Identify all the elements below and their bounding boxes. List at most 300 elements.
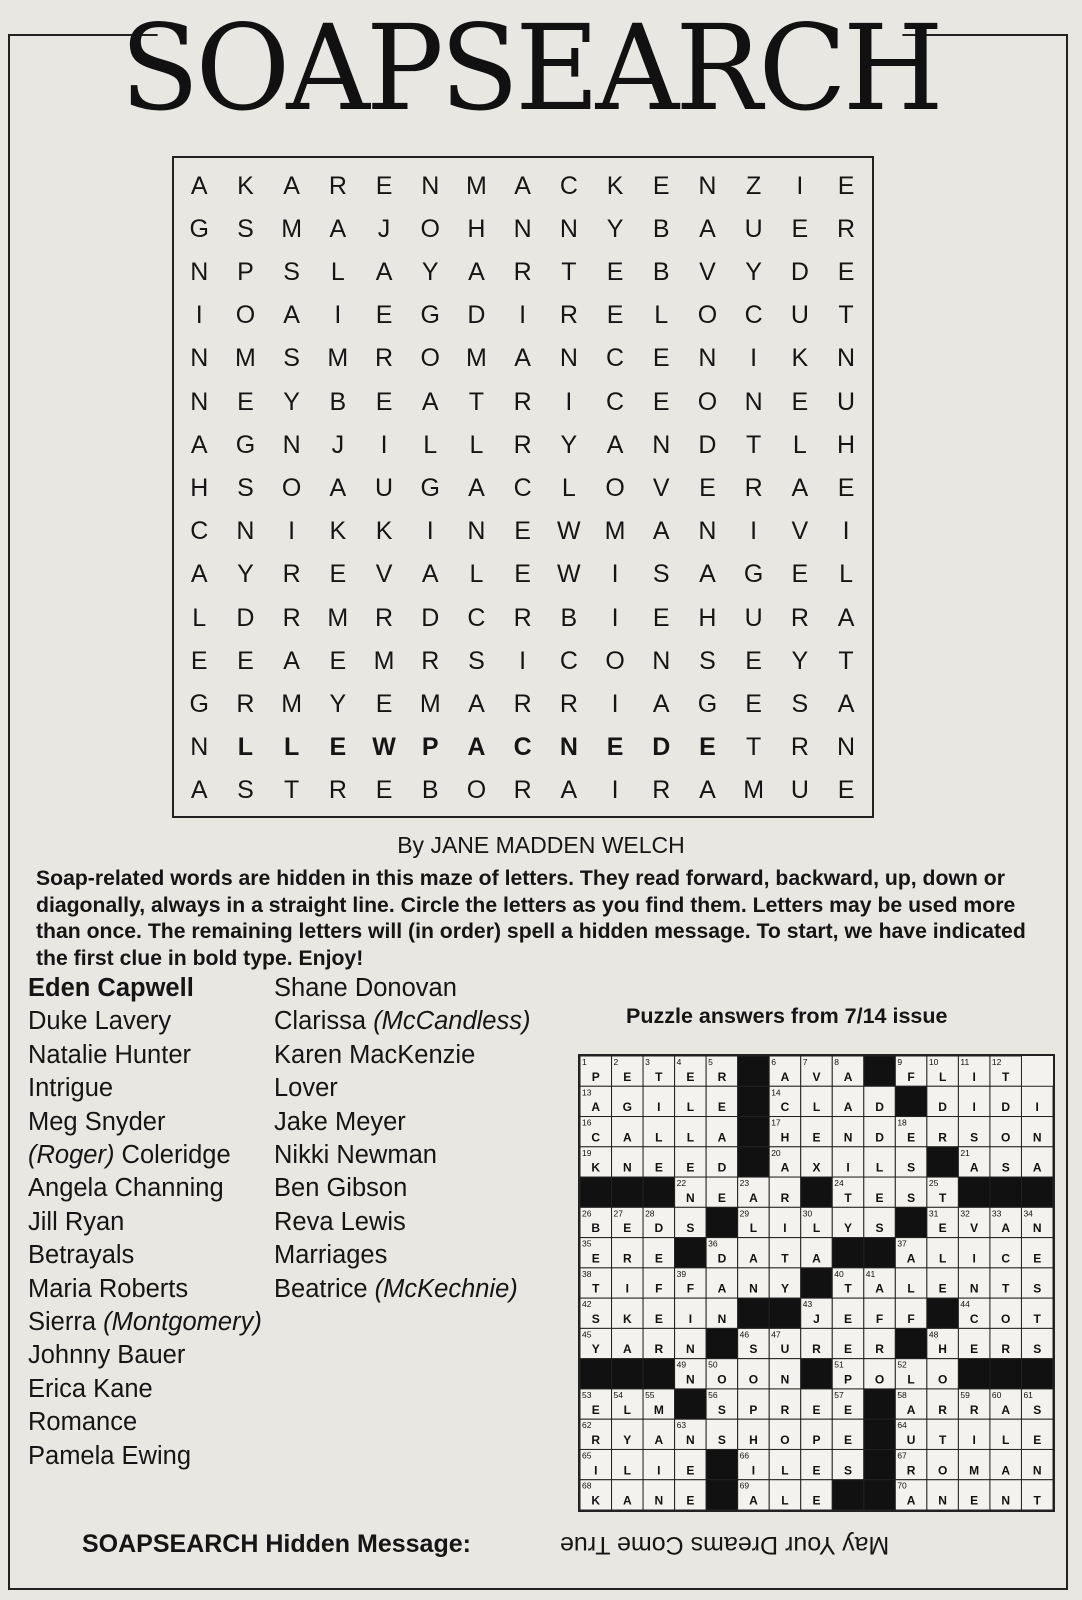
grid-letter: D bbox=[698, 430, 717, 459]
crossword-black-square bbox=[958, 1177, 990, 1207]
crossword-letter: P bbox=[844, 1372, 853, 1387]
crossword-letter: F bbox=[655, 1281, 663, 1296]
crossword-clue-number: 2 bbox=[613, 1057, 619, 1067]
grid-letter: E bbox=[652, 603, 670, 632]
word-list-item bbox=[28, 1139, 262, 1172]
crossword-clue-number: 59 bbox=[960, 1389, 970, 1400]
grid-letter: N bbox=[467, 517, 486, 546]
crossword-clue-number: 47 bbox=[771, 1329, 781, 1340]
crossword-letter: X bbox=[812, 1160, 821, 1175]
grid-row bbox=[174, 639, 872, 683]
word-list-item bbox=[28, 1239, 262, 1272]
crossword-letter: R bbox=[780, 1190, 790, 1205]
crossword-letter: N bbox=[938, 1493, 947, 1508]
grid-letter: O bbox=[697, 387, 718, 416]
grid-letter: V bbox=[699, 257, 716, 286]
grid-letter: H bbox=[698, 603, 717, 632]
word-list-item bbox=[28, 1072, 262, 1105]
crossword-black-square bbox=[738, 1117, 770, 1147]
crossword-clue-number: 24 bbox=[834, 1178, 844, 1189]
grid-letter: L bbox=[284, 733, 300, 762]
word-list-item bbox=[274, 972, 530, 1005]
crossword-clue-number: 3 bbox=[645, 1057, 650, 1067]
grid-letter: R bbox=[282, 560, 301, 589]
grid-letter: M bbox=[327, 344, 349, 373]
hidden-message-upside-down: May Your Dreams Come True bbox=[560, 1531, 890, 1559]
crossword-letter: H bbox=[780, 1130, 790, 1145]
crossword-black-square bbox=[958, 1359, 990, 1389]
grid-row bbox=[174, 207, 872, 251]
word-text: Meg Snyder bbox=[28, 1107, 166, 1136]
crossword-black-square bbox=[769, 1298, 801, 1328]
grid-letter: S bbox=[237, 776, 254, 805]
crossword-letter: O bbox=[717, 1372, 727, 1387]
grid-letter: Z bbox=[746, 171, 762, 200]
crossword-black-square bbox=[927, 1298, 959, 1328]
grid-letter: E bbox=[652, 387, 670, 416]
crossword-letter: R bbox=[591, 1433, 601, 1448]
crossword-letter: U bbox=[780, 1342, 790, 1357]
crossword-letter: V bbox=[970, 1221, 979, 1236]
grid-letter: I bbox=[426, 517, 434, 546]
grid-letter: G bbox=[697, 689, 718, 718]
crossword-letter: R bbox=[906, 1463, 916, 1478]
grid-letter: O bbox=[605, 646, 625, 675]
crossword-letter: R bbox=[938, 1130, 947, 1145]
grid-letter: R bbox=[513, 257, 532, 286]
grid-letter: D bbox=[421, 603, 440, 632]
grid-letter: R bbox=[513, 430, 532, 459]
grid-letter: E bbox=[237, 646, 254, 675]
crossword-letter: T bbox=[1002, 1281, 1010, 1296]
grid-letter: L bbox=[792, 430, 807, 459]
grid-letter: L bbox=[561, 473, 576, 502]
crossword-letter: A bbox=[1001, 1402, 1011, 1417]
crossword-clue-number: 41 bbox=[865, 1268, 876, 1279]
grid-letter: A bbox=[560, 776, 578, 805]
grid-row bbox=[174, 466, 872, 510]
crossword-letter: M bbox=[653, 1402, 664, 1417]
crossword-clue-number: 18 bbox=[897, 1117, 907, 1128]
grid-letter: I bbox=[380, 430, 388, 459]
grid-letter: T bbox=[561, 257, 577, 286]
grid-letter: R bbox=[375, 603, 394, 632]
word-list-item bbox=[28, 1306, 262, 1339]
crossword-black-square bbox=[864, 1419, 896, 1449]
word-text: Marriages bbox=[274, 1241, 388, 1270]
crossword-clue-number: 52 bbox=[897, 1359, 907, 1370]
crossword-letter: Y bbox=[780, 1281, 789, 1296]
crossword-letter: P bbox=[591, 1069, 600, 1084]
crossword-letter: L bbox=[686, 1100, 695, 1115]
grid-letter: L bbox=[237, 733, 254, 762]
grid-letter: N bbox=[421, 171, 440, 200]
crossword-letter: S bbox=[591, 1311, 600, 1326]
byline: By JANE MADDEN WELCH bbox=[397, 832, 685, 858]
grid-letter: K bbox=[237, 171, 254, 200]
crossword-clue-number: 62 bbox=[582, 1420, 592, 1431]
crossword-clue-number: 37 bbox=[897, 1238, 907, 1249]
crossword-letter: R bbox=[1001, 1342, 1011, 1357]
word-list-item bbox=[274, 1206, 530, 1239]
grid-letter: G bbox=[420, 473, 440, 502]
grid-letter: M bbox=[327, 603, 349, 632]
crossword-letter: D bbox=[875, 1100, 884, 1115]
word-text: Ben Gibson bbox=[274, 1174, 408, 1203]
crossword-letter: O bbox=[748, 1372, 759, 1387]
crossword-black-square bbox=[895, 1207, 927, 1237]
crossword-letter: K bbox=[591, 1493, 601, 1508]
grid-letter: N bbox=[559, 214, 578, 243]
crossword-clue-number: 69 bbox=[739, 1480, 750, 1491]
grid-letter: N bbox=[513, 214, 532, 243]
crossword-clue-number: 30 bbox=[802, 1208, 813, 1219]
crossword-letter: A bbox=[717, 1130, 727, 1145]
crossword-letter: M bbox=[969, 1463, 980, 1478]
crossword-letter: A bbox=[906, 1251, 916, 1266]
crossword-clue-number: 63 bbox=[676, 1420, 687, 1431]
crossword-clue-number: 67 bbox=[897, 1450, 907, 1461]
crossword-letter: A bbox=[843, 1069, 853, 1084]
crossword-letter: E bbox=[812, 1130, 821, 1145]
word-list-item bbox=[274, 1039, 530, 1072]
grid-letter: H bbox=[837, 430, 856, 459]
crossword-letter: O bbox=[937, 1372, 948, 1387]
grid-letter: W bbox=[557, 517, 581, 546]
word-list-item bbox=[28, 1440, 262, 1473]
crossword-black-square bbox=[706, 1328, 738, 1358]
crossword-letter: R bbox=[812, 1342, 821, 1357]
crossword-clue-number: 53 bbox=[582, 1389, 592, 1400]
word-text: Coleridge bbox=[114, 1141, 231, 1170]
grid-letter: N bbox=[652, 430, 671, 459]
crossword-letter: T bbox=[781, 1251, 789, 1266]
grid-letter: I bbox=[195, 301, 203, 330]
grid-letter: A bbox=[514, 344, 531, 373]
crossword-letter: S bbox=[749, 1342, 758, 1357]
crossword-grid bbox=[580, 1056, 1053, 1510]
grid-letter: N bbox=[837, 344, 856, 373]
crossword-letter: L bbox=[623, 1402, 631, 1417]
crossword-letter: T bbox=[844, 1281, 852, 1296]
grid-letter: I bbox=[519, 646, 527, 675]
grid-letter: L bbox=[192, 603, 207, 632]
grid-letter: E bbox=[699, 473, 716, 502]
grid-letter: A bbox=[699, 776, 716, 805]
grid-letter: R bbox=[513, 387, 532, 416]
grid-letter: M bbox=[743, 776, 765, 805]
crossword-letter: P bbox=[749, 1402, 758, 1417]
crossword-letter: C bbox=[1001, 1251, 1011, 1266]
crossword-clue-number: 45 bbox=[582, 1329, 592, 1340]
grid-letter: C bbox=[606, 344, 625, 373]
crossword-black-square bbox=[832, 1238, 864, 1268]
crossword-letter: E bbox=[970, 1342, 979, 1357]
grid-letter: I bbox=[750, 517, 758, 546]
grid-letter: E bbox=[837, 473, 855, 502]
crossword-clue-number: 5 bbox=[708, 1057, 713, 1067]
crossword-clue-number: 12 bbox=[991, 1057, 1002, 1067]
crossword-letter: D bbox=[717, 1251, 727, 1266]
grid-letter: O bbox=[281, 473, 302, 502]
grid-letter: Y bbox=[283, 387, 300, 416]
crossword-letter: E bbox=[844, 1402, 853, 1417]
crossword-clue-number: 4 bbox=[676, 1057, 682, 1067]
grid-letter: O bbox=[466, 776, 487, 805]
grid-letter: L bbox=[654, 301, 669, 330]
crossword-letter: R bbox=[875, 1342, 884, 1357]
grid-letter: I bbox=[611, 776, 619, 805]
grid-letter: I bbox=[611, 689, 619, 718]
crossword-letter: A bbox=[812, 1251, 821, 1266]
grid-letter: A bbox=[468, 689, 485, 718]
crossword-letter: E bbox=[970, 1493, 979, 1508]
crossword-black-square bbox=[738, 1298, 770, 1328]
crossword-letter: E bbox=[812, 1493, 821, 1508]
crossword-letter: N bbox=[780, 1372, 790, 1387]
word-text: Maria Roberts bbox=[28, 1274, 189, 1303]
crossword-black-square bbox=[832, 1480, 864, 1510]
crossword-letter: D bbox=[717, 1160, 727, 1175]
crossword-letter: O bbox=[874, 1372, 885, 1387]
crossword-clue-number: 39 bbox=[676, 1268, 687, 1279]
crossword-letter: P bbox=[812, 1433, 821, 1448]
grid-letter: Y bbox=[606, 214, 624, 243]
grid-letter: B bbox=[652, 257, 670, 286]
grid-letter: W bbox=[557, 560, 581, 589]
word-text: Jake Meyer bbox=[274, 1107, 406, 1136]
grid-letter: Y bbox=[329, 689, 347, 718]
crossword-black-square bbox=[706, 1480, 738, 1510]
grid-letter: E bbox=[375, 387, 393, 416]
crossword-letter: A bbox=[969, 1160, 979, 1175]
crossword-clue-number: 21 bbox=[960, 1147, 970, 1158]
crossword-black-square bbox=[738, 1086, 770, 1116]
grid-letter: R bbox=[837, 214, 856, 243]
grid-letter: G bbox=[743, 560, 764, 589]
grid-row bbox=[174, 164, 872, 208]
word-list-column-1 bbox=[28, 972, 262, 1473]
crossword-letter: T bbox=[938, 1190, 947, 1205]
crossword-letter: N bbox=[749, 1281, 758, 1296]
grid-letter: E bbox=[791, 387, 809, 416]
crossword-letter: N bbox=[686, 1190, 695, 1205]
crossword-black-square bbox=[675, 1238, 707, 1268]
grid-letter: E bbox=[606, 301, 624, 330]
grid-letter: T bbox=[838, 646, 854, 675]
grid-letter: T bbox=[284, 776, 300, 805]
instructions: Soap-related words are hidden in this maze of letters. They read forward, backward, up, down or diagonally, always in a straight line. Circle the letters as you find them. Letters may be used more than once. The remaining letters will (in order) spell a hidden message. To start, we have indicated the first clue in bold type. Enjoy! bbox=[36, 867, 1026, 970]
crossword-letter: E bbox=[591, 1251, 600, 1266]
grid-letter: Y bbox=[237, 560, 254, 589]
grid-letter: H bbox=[190, 473, 209, 502]
crossword-letter: L bbox=[623, 1463, 631, 1478]
crossword-black-square bbox=[738, 1056, 770, 1086]
crossword-letter: N bbox=[654, 1493, 664, 1508]
crossword-letter: T bbox=[592, 1281, 600, 1296]
grid-letter: R bbox=[513, 603, 532, 632]
crossword-clue-number: 35 bbox=[582, 1238, 592, 1249]
word-list-item bbox=[28, 1273, 262, 1306]
grid-letter: I bbox=[611, 603, 619, 632]
crossword-clue-number: 6 bbox=[771, 1057, 776, 1067]
word-list-item bbox=[28, 1106, 262, 1139]
crossword-letter: E bbox=[654, 1160, 663, 1175]
grid-letter: A bbox=[837, 689, 855, 718]
grid-letter: E bbox=[745, 689, 762, 718]
grid-letter: E bbox=[606, 733, 624, 762]
crossword-letter: E bbox=[907, 1130, 916, 1145]
grid-letter: S bbox=[468, 646, 485, 675]
grid-letter: A bbox=[375, 257, 393, 286]
crossword-letter: I bbox=[625, 1281, 629, 1296]
crossword-letter: A bbox=[749, 1190, 758, 1205]
crossword-letter: K bbox=[622, 1311, 632, 1326]
grid-letter: S bbox=[237, 214, 254, 243]
crossword-letter: N bbox=[843, 1130, 853, 1145]
crossword-letter: N bbox=[1032, 1463, 1042, 1478]
grid-letter: S bbox=[699, 646, 716, 675]
grid-letter: M bbox=[419, 689, 441, 718]
grid-letter: A bbox=[329, 473, 347, 502]
grid-row bbox=[174, 510, 872, 554]
crossword-clue-number: 23 bbox=[739, 1178, 750, 1189]
crossword-letter: H bbox=[938, 1342, 947, 1357]
crossword-clue-number: 16 bbox=[582, 1117, 592, 1128]
crossword-letter: E bbox=[623, 1221, 632, 1236]
word-list-item bbox=[274, 1072, 530, 1105]
grid-letter: R bbox=[328, 776, 347, 805]
grid-row bbox=[174, 769, 872, 813]
grid-letter: M bbox=[281, 689, 303, 718]
grid-letter: V bbox=[652, 473, 670, 502]
grid-letter: E bbox=[329, 646, 347, 675]
crossword-letter: I bbox=[657, 1100, 661, 1115]
crossword-black-square bbox=[612, 1177, 644, 1207]
grid-letter: T bbox=[746, 430, 762, 459]
grid-letter: A bbox=[190, 430, 208, 459]
grid-letter: C bbox=[513, 733, 532, 762]
crossword-clue-number: 33 bbox=[991, 1208, 1002, 1219]
crossword-letter: E bbox=[686, 1069, 695, 1084]
crossword-letter: I bbox=[657, 1463, 661, 1478]
crossword-black-square bbox=[706, 1207, 738, 1237]
crossword-letter: N bbox=[969, 1281, 979, 1296]
crossword-letter: N bbox=[1032, 1221, 1042, 1236]
crossword-letter: I bbox=[972, 1100, 976, 1115]
grid-letter: A bbox=[421, 387, 439, 416]
crossword-letter: N bbox=[686, 1433, 695, 1448]
word-list-item bbox=[274, 1172, 530, 1205]
grid-letter: S bbox=[237, 473, 254, 502]
crossword-letter: O bbox=[780, 1433, 790, 1448]
grid-letter: A bbox=[283, 646, 300, 675]
crossword-letter: F bbox=[686, 1281, 695, 1296]
crossword-clue-number: 20 bbox=[771, 1147, 781, 1158]
crossword-letter: R bbox=[654, 1342, 664, 1357]
grid-letter: S bbox=[283, 344, 300, 373]
word-text: Romance bbox=[28, 1408, 138, 1437]
grid-letter: E bbox=[652, 344, 670, 373]
word-text: Shane Donovan bbox=[274, 974, 457, 1002]
crossword-letter: A bbox=[717, 1281, 727, 1296]
crossword-letter: T bbox=[655, 1069, 663, 1084]
crossword-letter: A bbox=[654, 1433, 664, 1448]
crossword-black-square bbox=[801, 1268, 833, 1298]
crossword-black-square bbox=[864, 1389, 896, 1419]
hidden-message-label: SOAPSEARCH Hidden Message: bbox=[82, 1530, 471, 1558]
crossword-letter: O bbox=[937, 1463, 948, 1478]
grid-letter: N bbox=[190, 387, 209, 416]
word-text: Karen MacKenzie bbox=[274, 1040, 476, 1069]
crossword-letter: E bbox=[938, 1221, 947, 1236]
grid-letter: A bbox=[837, 603, 855, 632]
crossword-clue-number: 1 bbox=[582, 1057, 587, 1067]
crossword-black-square bbox=[738, 1147, 770, 1177]
crossword-letter: J bbox=[813, 1311, 820, 1326]
crossword-letter: T bbox=[1002, 1069, 1010, 1084]
grid-letter: N bbox=[190, 733, 209, 762]
crossword-letter: A bbox=[622, 1130, 632, 1145]
page-title: SOAPSEARCH bbox=[120, 0, 940, 137]
crossword-letter: F bbox=[875, 1311, 884, 1326]
word-text: Sierra bbox=[28, 1308, 104, 1337]
word-italic-part: (McCandless) bbox=[373, 1007, 531, 1036]
word-text: Intrigue bbox=[28, 1074, 114, 1103]
grid-letter: D bbox=[236, 603, 255, 632]
crossword-letter: S bbox=[1033, 1342, 1042, 1357]
crossword-letter: D bbox=[938, 1100, 947, 1115]
word-text: Lover bbox=[274, 1074, 338, 1103]
grid-letter: E bbox=[514, 560, 531, 589]
crossword-letter: S bbox=[907, 1190, 916, 1205]
crossword-letter: I bbox=[972, 1433, 976, 1448]
crossword-clue-number: 60 bbox=[991, 1389, 1002, 1400]
crossword-letter: E bbox=[812, 1463, 821, 1478]
grid-letter: C bbox=[513, 473, 532, 502]
crossword-letter: I bbox=[594, 1463, 598, 1478]
grid-letter: E bbox=[837, 776, 855, 805]
grid-letter: E bbox=[837, 171, 855, 200]
crossword-letter: E bbox=[717, 1190, 726, 1205]
crossword-letter: L bbox=[938, 1251, 947, 1266]
crossword-letter: S bbox=[1033, 1281, 1042, 1296]
grid-letter: D bbox=[790, 257, 809, 286]
grid-letter: A bbox=[699, 560, 716, 589]
crossword-letter: R bbox=[938, 1402, 947, 1417]
crossword-clue-number: 40 bbox=[834, 1268, 844, 1279]
word-search-grid bbox=[172, 156, 874, 818]
crossword-letter: N bbox=[1032, 1130, 1042, 1145]
grid-letter: N bbox=[837, 733, 856, 762]
grid-letter: R bbox=[375, 344, 394, 373]
crossword-letter: E bbox=[654, 1251, 663, 1266]
grid-letter: M bbox=[466, 171, 487, 200]
word-text: Clarissa bbox=[274, 1007, 374, 1036]
grid-letter: R bbox=[790, 733, 809, 762]
grid-letter: A bbox=[606, 430, 624, 459]
grid-letter: T bbox=[468, 387, 485, 416]
grid-letter: O bbox=[235, 301, 256, 330]
crossword-letter: V bbox=[812, 1069, 821, 1084]
grid-letter: R bbox=[652, 776, 671, 805]
grid-letter: N bbox=[282, 430, 301, 459]
grid-letter: L bbox=[330, 257, 345, 286]
crossword-black-square bbox=[612, 1359, 644, 1389]
crossword-letter: S bbox=[686, 1221, 695, 1236]
grid-letter: C bbox=[559, 646, 578, 675]
crossword-letter: S bbox=[717, 1402, 726, 1417]
